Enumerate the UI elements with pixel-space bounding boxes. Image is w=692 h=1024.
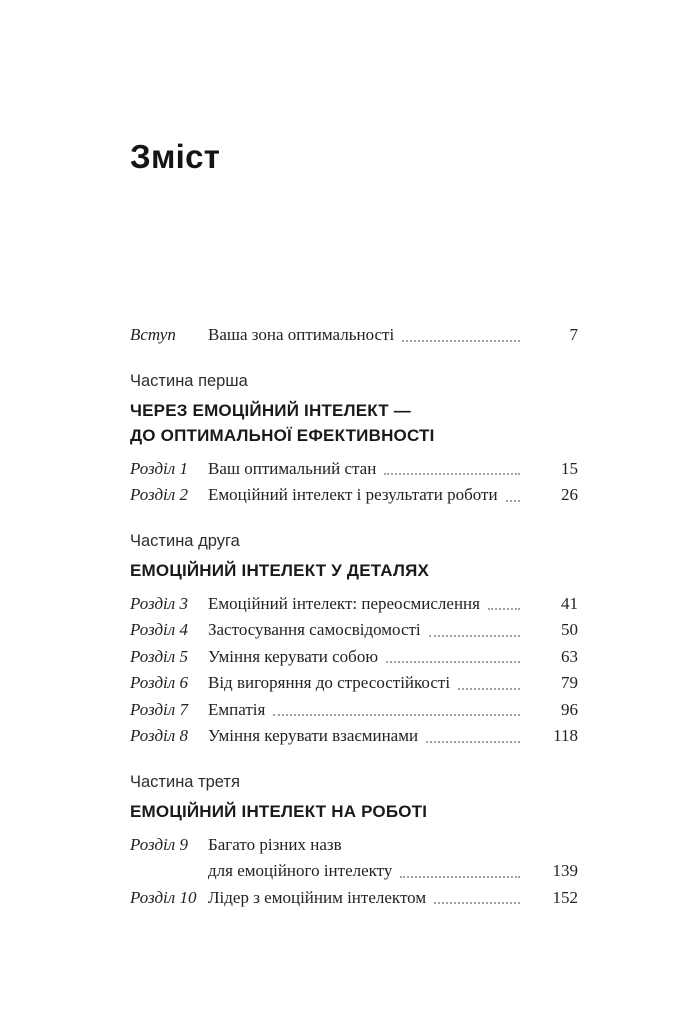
dot-leader bbox=[506, 500, 520, 502]
entry-label: Розділ 1 bbox=[130, 458, 188, 478]
entry-page-number: 15 bbox=[561, 458, 578, 478]
dot-leader bbox=[458, 688, 520, 690]
dot-leader bbox=[400, 876, 520, 878]
entry-label: Розділ 10 bbox=[130, 887, 197, 907]
dot-leader bbox=[384, 473, 520, 475]
entry-page-number: 96 bbox=[561, 699, 578, 719]
entry-label: Розділ 5 bbox=[130, 646, 188, 666]
toc-entry-line-1 bbox=[130, 832, 578, 859]
part-heading-line-1: ЕМОЦІЙНИЙ ІНТЕЛЕКТ У ДЕТАЛЯХ bbox=[130, 560, 430, 580]
entry-page-number: 63 bbox=[561, 646, 578, 666]
toc-entry-intro bbox=[130, 322, 578, 349]
page-title: Зміст bbox=[130, 138, 221, 175]
part-heading bbox=[130, 558, 578, 583]
part-heading bbox=[130, 799, 578, 824]
toc-entry bbox=[130, 456, 578, 483]
entry-label: Розділ 7 bbox=[130, 699, 188, 719]
entry-page-number: 26 bbox=[561, 485, 578, 504]
entry-label: Розділ 2 bbox=[130, 485, 188, 504]
part-heading-line-1: ЕМОЦІЙНИЙ ІНТЕЛЕКТ НА РОБОТІ bbox=[130, 801, 428, 821]
entry-label: Вступ bbox=[130, 325, 176, 344]
entry-label: Розділ 8 bbox=[130, 726, 188, 745]
toc-part-2 bbox=[130, 531, 578, 750]
entry-title: Уміння керувати взаєминами bbox=[208, 726, 419, 745]
entry-page-number: 118 bbox=[553, 726, 578, 745]
entry-title: Застосування самосвідомості bbox=[208, 620, 421, 639]
dot-leader bbox=[488, 608, 520, 610]
toc-entry bbox=[130, 591, 578, 618]
entry-label: Розділ 9 bbox=[130, 834, 188, 854]
entry-title-line-1: Багато різних назв bbox=[208, 834, 342, 854]
dot-leader bbox=[273, 714, 520, 716]
entry-page-number: 50 bbox=[561, 620, 578, 639]
entry-title: Лідер з емоційним інтелектом bbox=[208, 887, 427, 907]
entry-title: Емпатія bbox=[208, 699, 266, 719]
entry-page-number: 79 bbox=[561, 673, 578, 692]
entry-label: Розділ 4 bbox=[130, 620, 188, 639]
part-heading bbox=[130, 398, 578, 448]
part-heading-line-2: ДО ОПТИМАЛЬНОЇ ЕФЕКТИВНОСТІ bbox=[130, 425, 435, 445]
toc-entry bbox=[130, 670, 578, 697]
entry-label: Розділ 6 bbox=[130, 673, 188, 692]
dot-leader bbox=[434, 902, 520, 904]
entry-title: Емоційний інтелект: переосмислення bbox=[208, 593, 480, 613]
part-heading-line-1: ЧЕРЕЗ ЕМОЦІЙНИЙ ІНТЕЛЕКТ — bbox=[130, 400, 411, 420]
toc-entry-line-2 bbox=[130, 858, 578, 885]
toc-entry bbox=[130, 723, 578, 750]
entry-page-number: 152 bbox=[552, 887, 578, 907]
entry-title: Емоційний інтелект і результати роботи bbox=[208, 485, 498, 504]
dot-leader bbox=[426, 741, 520, 743]
entry-title: Від вигоряння до стресостійкості bbox=[208, 673, 451, 692]
toc-entry bbox=[130, 617, 578, 644]
dot-leader bbox=[402, 340, 520, 342]
toc-entry bbox=[130, 482, 578, 509]
toc-entry bbox=[130, 644, 578, 671]
toc-part-3 bbox=[130, 772, 578, 912]
entry-page-number: 7 bbox=[569, 325, 578, 344]
part-label: Частина друга bbox=[130, 531, 240, 550]
toc-part-1 bbox=[130, 371, 578, 509]
entry-title-line-2: для емоційного інтелекту bbox=[208, 861, 393, 880]
entry-title: Ваша зона оптимальності bbox=[208, 325, 395, 344]
entry-page-number: 41 bbox=[561, 593, 578, 613]
dot-leader bbox=[429, 635, 520, 637]
part-label: Частина перша bbox=[130, 371, 248, 390]
entry-page-number: 139 bbox=[552, 861, 578, 880]
toc-entry bbox=[130, 697, 578, 724]
entry-label: Розділ 3 bbox=[130, 593, 188, 613]
toc-content bbox=[130, 138, 578, 911]
entry-title: Уміння керувати собою bbox=[208, 646, 379, 666]
dot-leader bbox=[386, 661, 520, 663]
part-label: Частина третя bbox=[130, 772, 240, 791]
toc-entry bbox=[130, 885, 578, 912]
entry-title: Ваш оптимальний стан bbox=[208, 458, 377, 478]
